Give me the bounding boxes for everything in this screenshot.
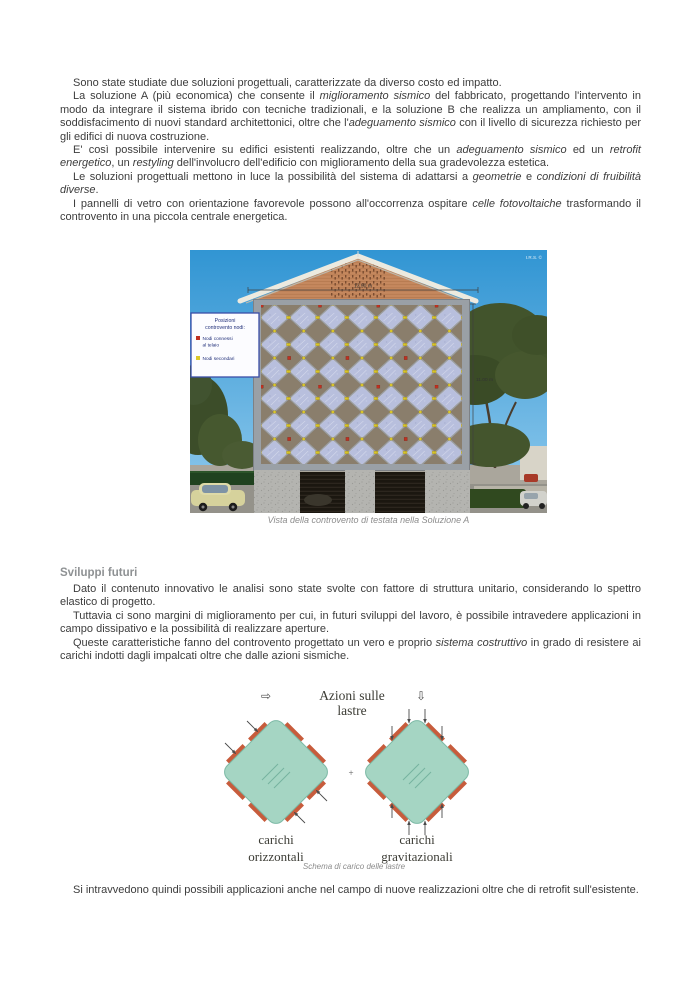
body-text-section-2 [60, 583, 641, 663]
paragraph: Dato il contenuto innovativo le analisi sono state svolte con fattore di struttura unitario, considerando lo spettro elastico di progetto. [60, 583, 641, 609]
width-dimension-label: 13.90 m [353, 283, 373, 290]
diagram-title-line2: lastre [337, 703, 367, 718]
horizontal-arrow-icon: ⇨ [260, 689, 272, 703]
paragraph: Si intravvedono quindi possibili applicazioni anche nel campo di nuove realizzazioni oltre che di retrofit sull'esistente. [73, 884, 639, 896]
legend-item1-line2: al telaio [202, 343, 220, 349]
glass-plate-gravity-loads [362, 709, 472, 835]
building-photo-illustration [190, 250, 547, 513]
left-label-line2: orizzontali [248, 849, 304, 864]
right-label-line1: carichi [399, 832, 435, 847]
diagram-title-line1: Azioni sulle [319, 688, 385, 703]
legend-title-line2: controvento nodi: [205, 325, 245, 331]
paragraph: Sono state studiate due soluzioni progettuali, caratterizzate da diverso costo ed impatto. [73, 77, 502, 89]
legend-item2-line1: Nodi secondari [202, 357, 235, 362]
load-scheme-diagram [204, 680, 504, 875]
figure-building-photo [190, 250, 547, 513]
building-base [254, 470, 470, 513]
photo-legend [191, 313, 259, 377]
plus-sign: + [348, 768, 354, 778]
photo-watermark: I.R.S. © [525, 255, 542, 260]
figure-load-scheme [204, 680, 504, 875]
red-node-marker [196, 336, 200, 340]
paragraph: Le soluzioni progettuali mettono in luce la possibilità del sistema di adattarsi a geometrie e condizioni di fruibilità diverse. [60, 170, 642, 197]
paragraph: La soluzione A (più economica) che consente il miglioramento sismico del fabbricato, progettando l'intervento in modo da integrare il sistema ibrido con tecniche tradizionali, e la soluzione B che realizza un ampliamento, con il soddisfacimento di nuovi standard architettonici, oltre che l'adeguamento sismico con il livello di sicurezza richiesto per gli edifici di nuova costruzione. [60, 90, 641, 143]
glass-plate-horizontal-loads [221, 717, 331, 827]
figure1-caption: Vista della controvento di testata nella Soluzione A [267, 515, 470, 525]
paragraph: Queste caratteristiche fanno del controvento progettato un vero e proprio sistema costruttivo in grado di resistere ai carichi indotti dagli impalcati oltre che dalle azioni sismiche. [60, 636, 641, 663]
paragraph: E' così possibile intervenire su edifici esistenti realizzando, oltre che un adeguamento sismico ed un retrofit energetico, un restyling dell'involucro dell'edificio con miglioramento della sua gradevolezza estetica. [60, 144, 641, 170]
right-label-line2: gravitazionali [381, 849, 453, 864]
fence [190, 471, 254, 485]
figure2-caption: Schema di carico delle lastre [302, 862, 406, 871]
distant-red-car [524, 474, 538, 482]
left-label-line1: carichi [258, 832, 294, 847]
section-sviluppi-futuri [60, 567, 641, 663]
paragraph: I pannelli di vetro con orientazione favorevole possono all'occorrenza ospitare celle fotovoltaiche trasformando il controvento in una piccola centrale energetica. [60, 197, 642, 224]
height-dimension-label: 11.00 m [476, 378, 493, 383]
paragraph: Tuttavia ci sono margini di miglioramento per cui, in futuri sviluppi del lavoro, è possibile intravedere applicazioni in campo dissipativo e la possibilità di realizzare aperture. [60, 609, 641, 636]
legend-item1-line1: Nodi connessi [202, 337, 233, 342]
body-text-section-1 [60, 77, 641, 224]
section-heading: Sviluppi futuri [60, 567, 138, 579]
legend-title-line1: Posizioni [214, 318, 236, 324]
vertical-arrow-icon: ⇩ [415, 689, 427, 703]
glass-diamond-grid [260, 304, 464, 466]
closing-paragraph [60, 884, 641, 897]
yellow-node-marker [196, 356, 200, 360]
